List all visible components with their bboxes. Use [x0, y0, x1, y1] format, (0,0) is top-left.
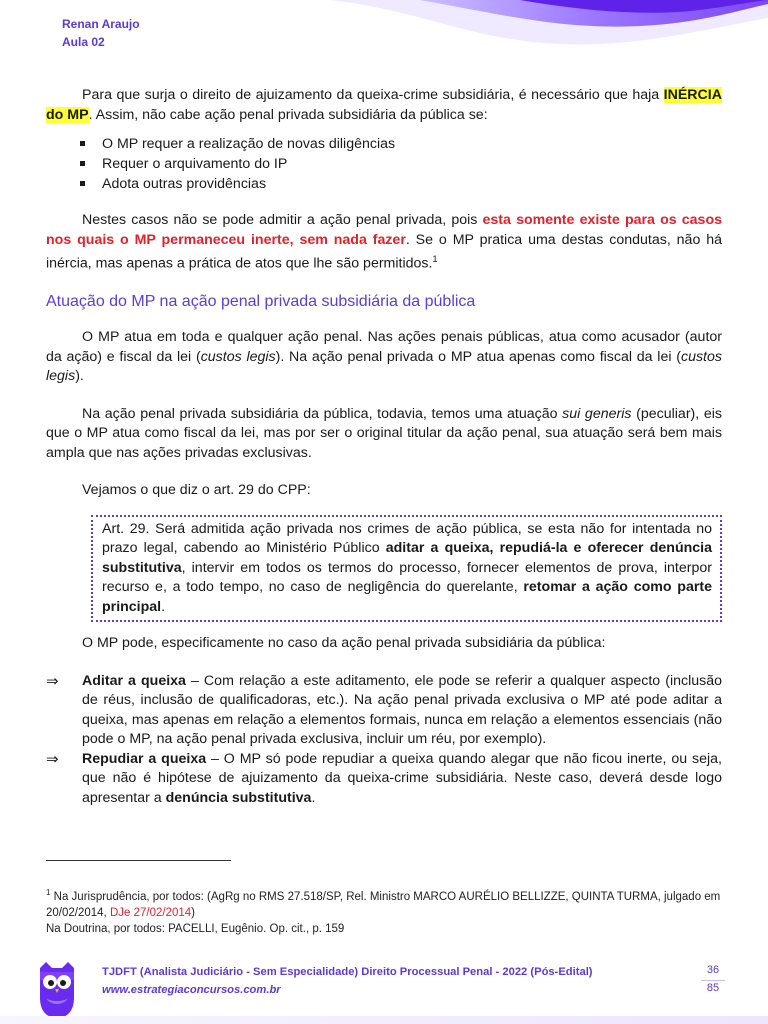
quote-text-3: .: [161, 598, 166, 615]
intro-text: Para que surja o direito de ajuizamento da queixa-crime subsidiária, é necessário que haja: [82, 87, 664, 103]
article-29-text: [102, 520, 712, 618]
cases-text-end: . Se o MP pratica uma destas condutas, não há inércia, mas apenas a prática de atos que lhe são permitidos.: [46, 231, 722, 272]
quote-text-2: , intervir em todos os termos do processo, fornecer elementos de prova, interpor recurso e, a todo tempo, no caso de negligência do querelante,: [102, 559, 712, 596]
cases-text: Nestes casos não se pode admitir a ação penal privada, pois: [82, 212, 483, 228]
mp-text-3: ).: [75, 368, 84, 385]
header-wave-graphic: [0, 0, 768, 72]
arrow-icon: ⇒: [46, 750, 59, 768]
footnote-date: DJe 27/02/2014: [109, 906, 192, 919]
item-text-end: .: [311, 789, 316, 806]
custos-legis-1: custos legis: [200, 348, 276, 365]
list-item: O MP requer a realização de novas diligências: [102, 134, 722, 154]
footnote-doctrine: Na Doutrina, por todos: PACELLI, Eugênio. Op. cit., p. 159: [46, 922, 345, 935]
item-text: – Com relação a este aditamento, ele pode se referir a qualquer aspecto (inclusão de réus, inclusão de qualificadoras, etc.). Na ação penal privada exclusiva o MP até pode aditar a queixa, mas apenas em relação a elementos formais, nunca em relação a elementos essenciais (não pode o MP, na ação penal privada exclusiva, incluir um réu, por exemplo).: [82, 672, 722, 748]
list-item: [46, 750, 722, 809]
list-item: Requer o arquivamento do IP: [102, 154, 722, 174]
header-author: Renan Araujo: [62, 17, 140, 31]
footnote-1: [46, 885, 726, 921]
arrow-icon: ⇒: [46, 672, 59, 690]
bullet-list: [46, 134, 722, 194]
section-title: Atuação do MP na ação penal privada subsidiária da pública: [46, 293, 476, 311]
custos-legis-2: custos legis: [46, 348, 722, 385]
cases-emphasis: esta somente existe para os casos nos quais o MP permaneceu inerte, sem nada fazer: [46, 212, 722, 248]
sui-text-2: (peculiar), eis que o MP atua como fiscal da lei, mas por ser o original titular da ação penal, sua atuação será bem mais ampla que nas ações privadas exclusivas.: [46, 405, 722, 461]
footer-course-title: TJDFT (Analista Judiciário - Sem Especialidade) Direito Processual Penal - 2022 (Pós-Edital): [102, 966, 593, 978]
item-term-2: denúncia substitutiva: [165, 789, 312, 806]
footnote-number: 1: [46, 888, 51, 897]
page-content: [46, 86, 722, 808]
list-item: [46, 672, 722, 750]
footer-bar: [0, 1016, 768, 1024]
vejamos-paragraph: Vejamos o que diz o art. 29 do CPP:: [82, 482, 311, 499]
owl-logo-icon: [34, 958, 80, 1018]
mp-role-paragraph: [46, 328, 722, 387]
sui-text-1: Na ação penal privada subsidiária da pública, todavia, temos uma atuação: [82, 405, 563, 422]
page-total: 85: [706, 982, 720, 994]
footer-website-link[interactable]: www.estrategiaconcursos.com.br: [102, 984, 281, 996]
item-text: – O MP só pode repudiar a queixa quando alegar que não ficou inerte, ou seja, que não é hipótese de ajuizamento da queixa-crime subsidiária. Neste caso, deverá desde logo apresentar a: [82, 750, 722, 806]
page-number: 36: [706, 964, 720, 976]
intro-paragraph: [46, 86, 722, 125]
sui-generis-paragraph: [46, 405, 722, 464]
quote-bold-1: aditar a queixa, repudiá-la e oferecer denúncia substitutiva: [102, 540, 713, 576]
footnote-text: Na Jurisprudência, por todos: (AgRg no RMS 27.518/SP, Rel. Ministro MARCO AURÉLIO BELLIZZE, QUINTA TURMA, julgado em 20/02/2014,: [46, 890, 721, 919]
item-term: Repudiar a queixa: [82, 750, 207, 767]
footnotes: [46, 885, 726, 937]
page-number-divider: [701, 980, 725, 981]
arrow-list: [46, 672, 722, 809]
inercia-highlight: INÉRCIA do MP: [46, 87, 722, 123]
quote-bold-2: retomar a ação como parte principal: [102, 579, 712, 615]
footnote-divider: [46, 860, 231, 861]
mp-text-2: ). Na ação penal privada o MP atua apenas como fiscal da lei (: [275, 348, 681, 365]
quote-text-1: Art. 29. Será admitida ação privada nos crimes de ação pública, se esta não for intentada no prazo legal, cabendo ao Ministério Público: [102, 520, 712, 557]
mp-pode-paragraph: O MP pode, especificamente no caso da ação penal privada subsidiária da pública:: [82, 635, 606, 652]
sui-generis-term: sui generis: [562, 405, 632, 422]
footnote-ref: 1: [432, 254, 438, 264]
list-item: Adota outras providências: [102, 174, 722, 194]
header-lesson: Aula 02: [62, 35, 105, 49]
cases-paragraph: [46, 211, 722, 274]
mp-text-1: O MP atua em toda e qualquer ação penal. Nas ações penais públicas, atua como acusador (autor da ação) e fiscal da lei (: [46, 329, 722, 365]
footnote-text-end: ): [191, 906, 195, 919]
item-term: Aditar a queixa: [82, 672, 186, 689]
intro-text-end: . Assim, não cabe ação penal privada subsidiária da pública se:: [88, 106, 488, 123]
article-quote-box: [91, 515, 722, 623]
